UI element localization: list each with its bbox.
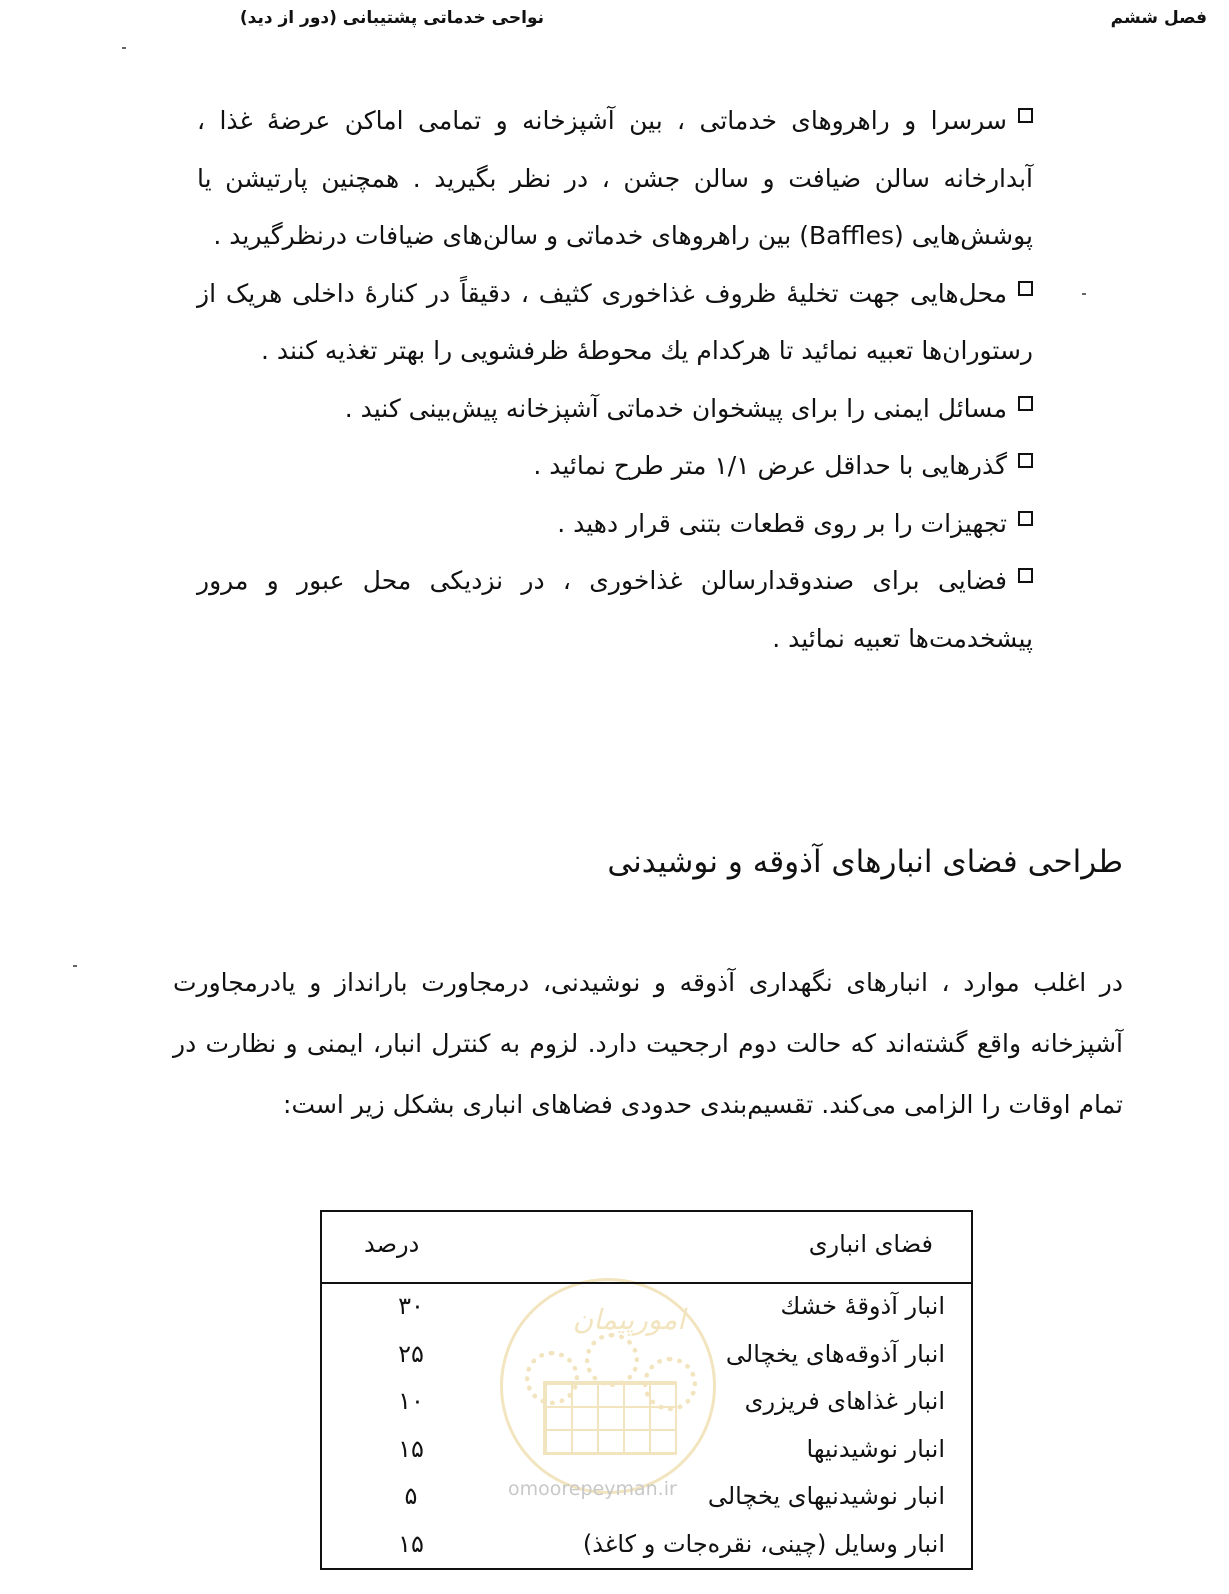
bullet-text: محل‌هایی جهت تخلیهٔ ظروف غذاخوری کثیف ، دقیقاً در کنارهٔ داخلی هریک از رستوران‌ها تعبیه نمائید تا هرکدام یك محوطهٔ ظرفشویی را بهتر تغذیه کنند . [197,278,1033,365]
table-row [322,1522,971,1570]
storage-name-cell: انبار نوشیدنیهای یخچالی [707,1482,945,1510]
checkbox-icon [1018,511,1033,526]
bullet-item [197,437,1033,495]
table-row [322,1284,971,1332]
percent-cell: ۱۵ [398,1434,424,1463]
percent-cell: ۵ [404,1482,418,1510]
percent-cell: ۱۰ [398,1387,424,1415]
scan-speck [1082,293,1086,295]
bullet-item [197,92,1033,265]
column-header-percent: درصد [364,1230,420,1258]
table-row [322,1427,971,1475]
storage-name-cell: انبار آذوقه‌های یخچالی [725,1339,945,1368]
chapter-label: فصل ششم [1110,8,1207,28]
bullet-text: مسائل ایمنی را برای پیشخوان خدماتی آشپزخانه پیش‌بینی کنید . [344,393,1007,423]
bullet-text: سرسرا و راهروهای خدماتی ، بین آشپزخانه و تمامی اماکن عرضهٔ غذا ، آبدارخانه سالن ضیافت و سالن جشن ، در نظر بگیرید . همچنین پارتیشن یا پوشش‌هایی (Baffles) بین راهروهای خدماتی و سالن‌های ضیافات درنظرگیرید . [197,106,1033,250]
storage-table [320,1210,973,1570]
percent-cell: ۱۵ [398,1529,424,1558]
watermark-logo-text: امورپیمان [572,1303,685,1336]
storage-name-cell: انبار غذاهای فریزری [744,1387,945,1415]
checkbox-icon [1018,108,1033,123]
checkbox-icon [1018,453,1033,468]
percent-cell: ۲۵ [398,1339,424,1368]
watermark-url: omoorepeyman.ir [508,1478,677,1500]
section-heading: طراحی فضای انبارهای آذوقه و نوشیدنی [607,844,1123,880]
bullet-item [197,380,1033,438]
intro-paragraph [173,952,1123,1135]
scan-speck [122,47,126,49]
bullet-text: گذرهایی با حداقل عرض ۱/۱ متر طرح نمائید . [533,451,1007,480]
percent-cell: ۳۰ [398,1292,424,1320]
bullet-list [197,92,1033,667]
table-header-row [322,1212,971,1284]
table-row [322,1332,971,1380]
bullet-item [197,265,1033,380]
intro-text: در اغلب موارد ، انبارهای نگهداری آذوقه و نوشیدنی، درمجاورت بارانداز و یادرمجاورت آشپزخانه واقع گشته‌اند که حالت دوم ارجحیت دارد. لزوم به کنترل انبار، ایمنی و نظارت در تمام اوقات را الزامی می‌کند. تقسیم‌بندی حدودی فضاهای انباری بشکل زیر است: [173,968,1123,1119]
bullet-item [197,495,1033,553]
checkbox-icon [1018,281,1033,296]
running-section-title: نواحی خدماتی پشتیبانی (دور از دید) [239,8,544,28]
column-header-space: فضای انباری [808,1230,933,1258]
table-row [322,1379,971,1427]
bullet-text: فضایی برای صندوقدارسالن غذاخوری ، در نزدیکی محل عبور و مرور پیشخدمت‌ها تعبیه نمائید . [197,566,1033,653]
checkbox-icon [1018,568,1033,583]
storage-name-cell: انبار نوشیدنیها [806,1434,945,1463]
bullet-text: تجهیزات را بر روی قطعات بتنی قرار دهید . [557,508,1007,538]
storage-name-cell: انبار آذوقهٔ خشك [780,1292,945,1320]
checkbox-icon [1018,396,1033,411]
scan-speck [73,965,77,967]
bullet-item [197,552,1033,667]
storage-name-cell: انبار وسایل (چینی، نقره‌جات و کاغذ) [582,1529,945,1558]
